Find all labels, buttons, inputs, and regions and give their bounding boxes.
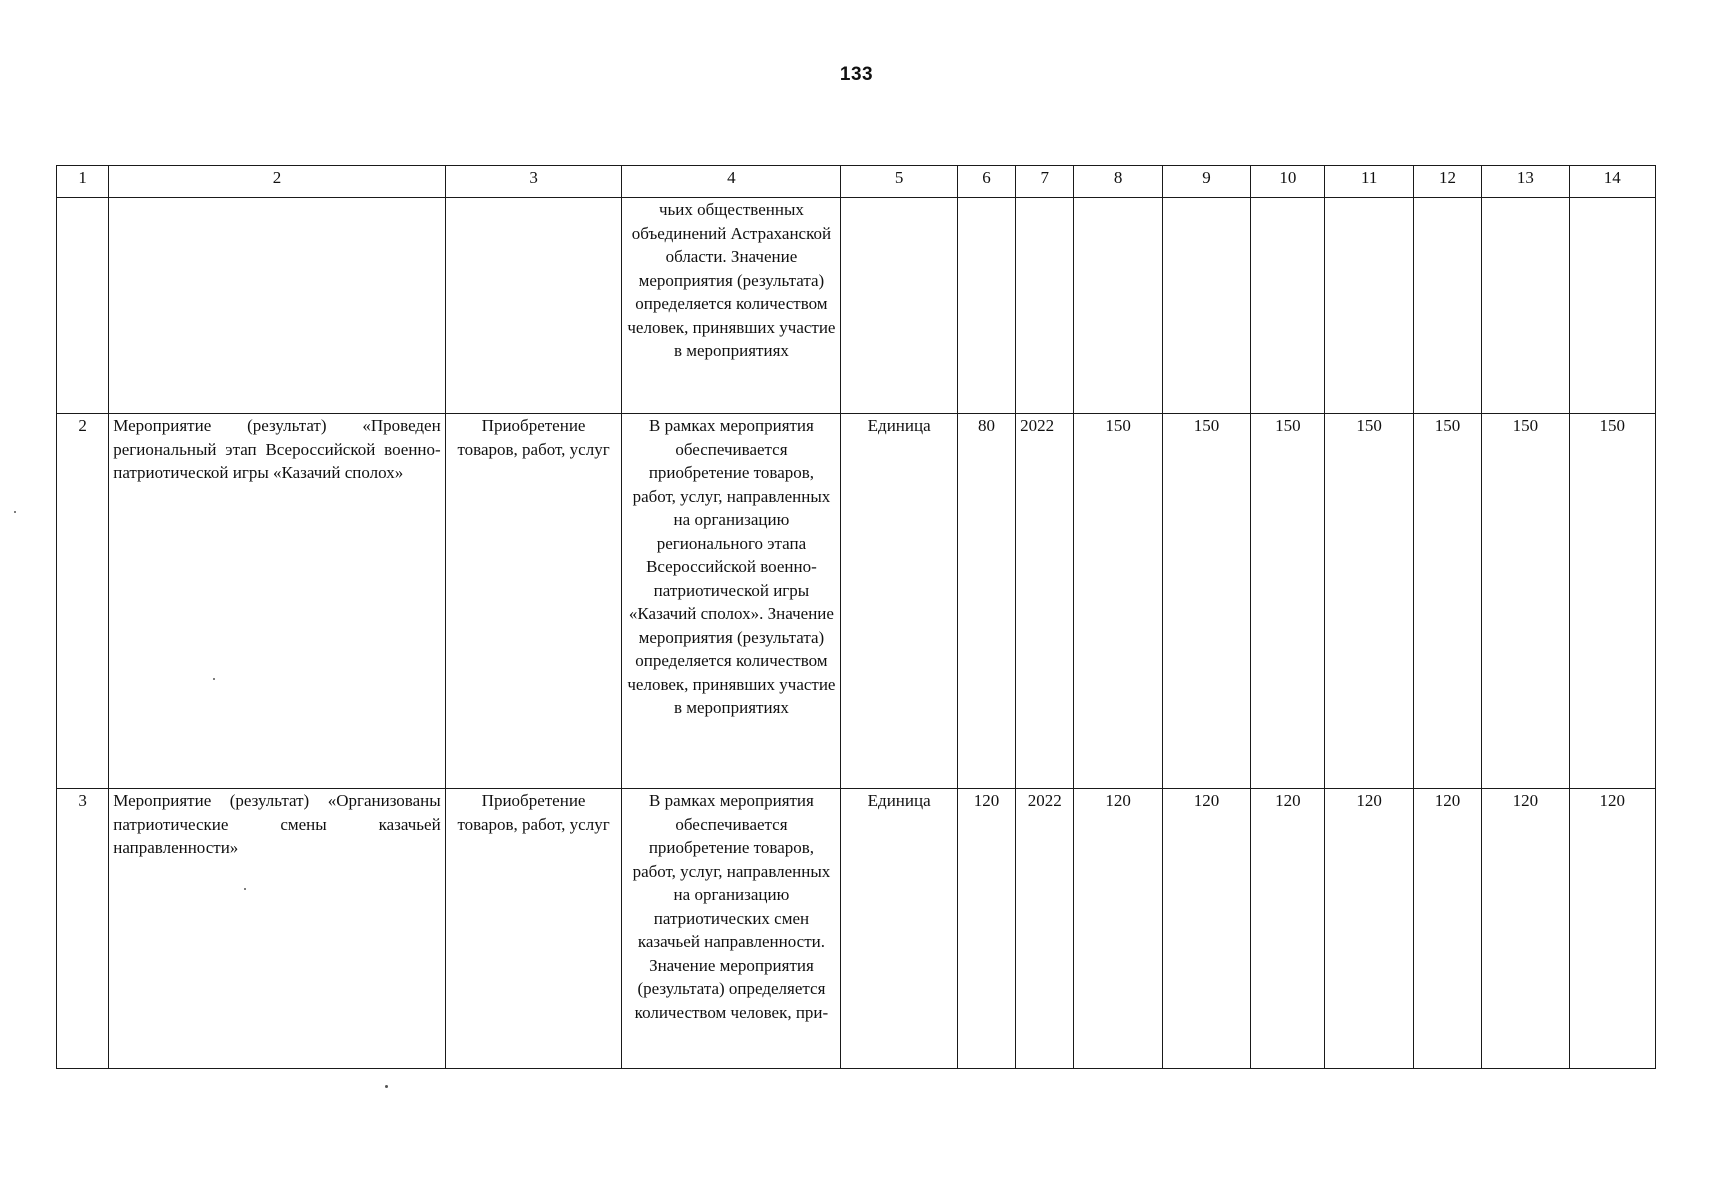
row-number: 3 [57, 789, 109, 1069]
base-year: 2022 [1016, 789, 1074, 1069]
header-cell: 2 [109, 166, 445, 198]
header-cell: 6 [957, 166, 1015, 198]
header-cell: 10 [1251, 166, 1325, 198]
event-type: Приобретение товаров, работ, услуг [445, 789, 622, 1069]
year-value: 120 [1325, 789, 1413, 1069]
base-year: 2022 [1016, 414, 1074, 789]
table-header-row [57, 166, 1656, 198]
header-cell: 4 [622, 166, 841, 198]
year-value: 150 [1325, 414, 1413, 789]
year-value: 150 [1251, 414, 1325, 789]
year-value: 120 [1074, 789, 1162, 1069]
scan-speck [213, 678, 215, 680]
header-cell: 14 [1569, 166, 1655, 198]
header-cell: 9 [1162, 166, 1250, 198]
event-name [109, 198, 445, 414]
event-description: чьих общественных объединений Астраханской области. Значение мероприятия (результата) определяется количеством человек, принявших участие в мероприятиях [622, 198, 841, 414]
page-number: 133 [839, 64, 874, 85]
year-value: 150 [1482, 414, 1569, 789]
year-value: 150 [1413, 414, 1481, 789]
table-row [57, 789, 1656, 1069]
header-cell: 5 [841, 166, 958, 198]
year-value: 150 [1569, 414, 1655, 789]
header-cell: 3 [445, 166, 622, 198]
year-value: 150 [1074, 414, 1162, 789]
scan-speck [385, 1085, 388, 1088]
event-description: В рамках мероприятия обеспечивается приобретение товаров, работ, услуг, направленных на организацию патриотических смен казачьей направленности. Значение мероприятия (результата) определяется количеством человек, при- [622, 789, 841, 1069]
indicators-table [56, 165, 1656, 1069]
header-cell: 13 [1482, 166, 1569, 198]
header-cell: 1 [57, 166, 109, 198]
year-value [1074, 198, 1162, 414]
table-row [57, 198, 1656, 414]
row-number: 2 [57, 414, 109, 789]
event-name: Мероприятие (результат) «Проведен региональный этап Всероссийской военно-патриотической игры «Казачий сполох» [109, 414, 445, 789]
event-name: Мероприятие (результат) «Организованы патриотические смены казачьей направленности» [109, 789, 445, 1069]
header-cell: 11 [1325, 166, 1413, 198]
row-number [57, 198, 109, 414]
year-value [1325, 198, 1413, 414]
event-type [445, 198, 622, 414]
base-year [1016, 198, 1074, 414]
header-cell: 7 [1016, 166, 1074, 198]
year-value: 150 [1162, 414, 1250, 789]
year-value: 120 [1482, 789, 1569, 1069]
base-value: 80 [957, 414, 1015, 789]
scan-speck [14, 511, 16, 513]
header-cell: 12 [1413, 166, 1481, 198]
event-description: В рамках мероприятия обеспечивается приобретение товаров, работ, услуг, направленных на организацию регионального этапа Всероссийской военно-патриотической игры «Казачий сполох». Значение мероприятия (результата) определяется количеством человек, принявших участие в мероприятиях [622, 414, 841, 789]
base-value [957, 198, 1015, 414]
base-value: 120 [957, 789, 1015, 1069]
year-value [1162, 198, 1250, 414]
year-value [1569, 198, 1655, 414]
year-value: 120 [1251, 789, 1325, 1069]
table-row [57, 414, 1656, 789]
unit: Единица [841, 414, 958, 789]
scan-speck [244, 888, 246, 890]
unit: Единица [841, 789, 958, 1069]
year-value [1251, 198, 1325, 414]
year-value: 120 [1162, 789, 1250, 1069]
year-value: 120 [1569, 789, 1655, 1069]
year-value [1482, 198, 1569, 414]
event-type: Приобретение товаров, работ, услуг [445, 414, 622, 789]
unit [841, 198, 958, 414]
year-value [1413, 198, 1481, 414]
year-value: 120 [1413, 789, 1481, 1069]
header-cell: 8 [1074, 166, 1162, 198]
